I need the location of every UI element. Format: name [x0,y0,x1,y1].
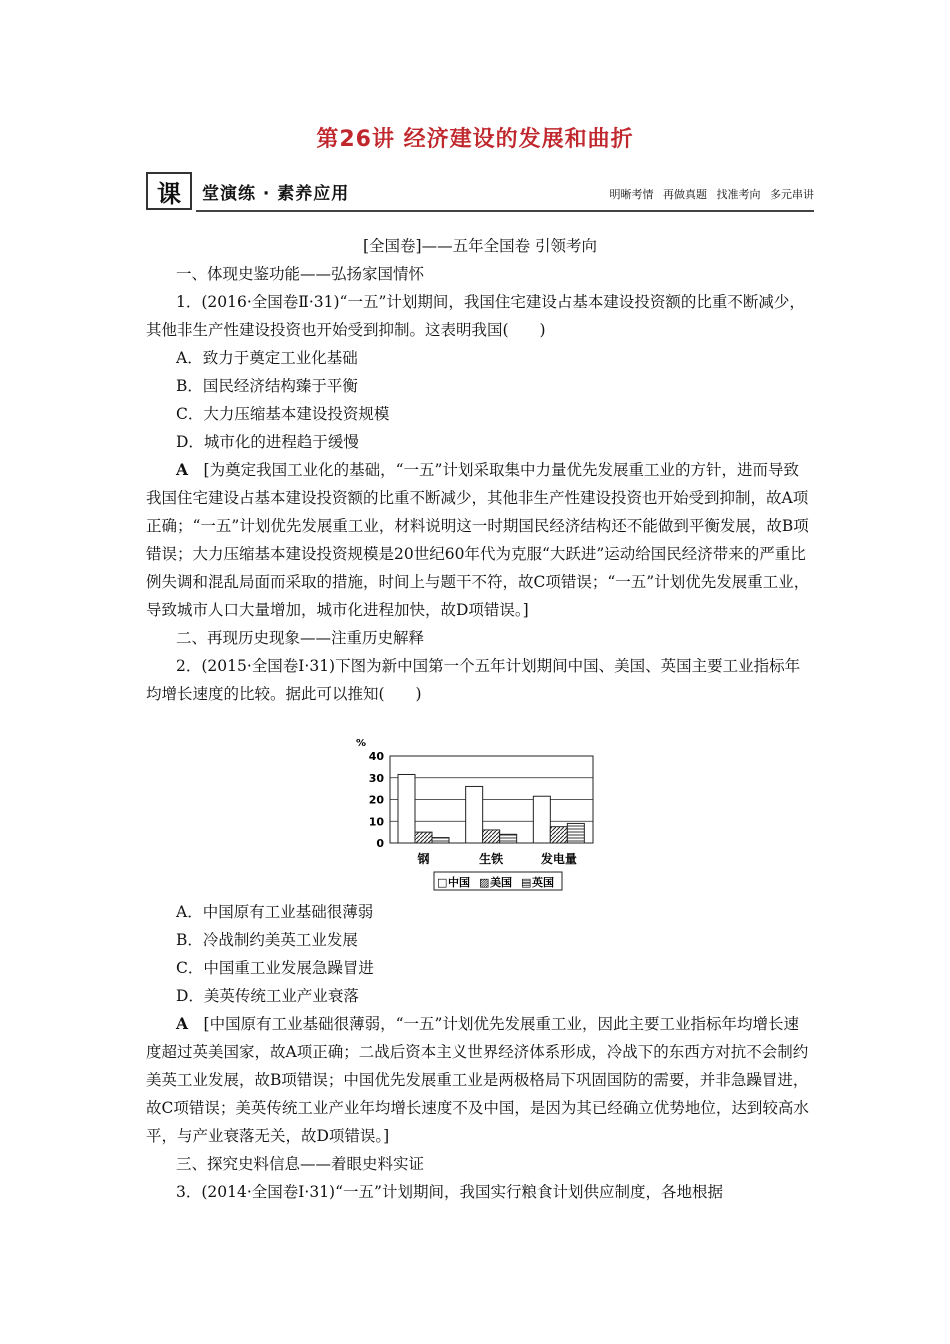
part3-heading: 三、探究史料信息——着眼史料实证 [176,1155,425,1173]
legend-mark-英国: ▤ [521,876,532,889]
y-axis-ticks [369,750,385,850]
q2-answer-label: A [176,1014,189,1033]
legend-mark-美国: ▨ [479,876,490,889]
x-axis-categories [416,851,576,866]
banner-title: 堂演练 · 素养应用 [202,184,350,204]
part2-heading: 二、再现历史现象——注重历史解释 [176,629,425,647]
bar-中国-生铁 [466,786,483,843]
banner-divider [196,210,814,212]
q1-option-b: B．国民经济结构臻于平衡 [176,377,358,395]
bar-美国-钢 [415,832,432,843]
q1-option-d: D．城市化的进程趋于缓慢 [176,433,359,451]
legend-label-美国: 美国 [490,876,512,889]
part1-heading: 一、体现史鉴功能——弘扬家国情怀 [176,265,425,283]
bar-美国-生铁 [483,830,500,843]
question-2: 2．(2015·全国卷Ⅰ·31)下图为新中国第一个五年计划期间中国、美国、英国主要工业指标年均增长速度的比较。据此可以推知( ) [146,657,801,703]
q2-answer-text: [中国原有工业基础很薄弱，“一五”计划优先发展重工业，因此主要工业指标年均增长速度超过英美国家，故A项正确；二战后资本主义世界经济体系形成，冷战下的东西方对抗不会制约美英工业发展，故B项错误；中国优先发展重工业是两极格局下巩固国防的需要，并非急躁冒进，故C项错误；美英传统工业产业年均增长速度不及中国，是因为其已经确立优势地位，达到较高水平，与产业衰落无关，故D项错误。] [146,1015,809,1145]
q1-answer-label: A [176,460,189,479]
text-block-2 [146,898,814,1206]
bar-英国-钢 [432,838,449,843]
banner-icon-box: 课 [146,172,192,210]
bar-中国-钢 [398,774,415,843]
banner-tagline: 明晰考情 再做真题 找准考向 多元串讲 [609,188,814,201]
bar-英国-生铁 [500,834,517,843]
q2-option-b: B．冷战制约美英工业发展 [176,931,358,949]
y-axis-unit: % [356,738,367,749]
q1-answer [146,456,814,624]
q2-option-d: D．美英传统工业产业衰落 [176,987,359,1005]
y-tick-label: 30 [368,771,384,785]
y-tick-label: 40 [368,750,384,763]
question-3: 3．(2014·全国卷Ⅰ·31)“一五”计划期间，我国实行粮食计划供应制度，各地根据 [176,1183,723,1201]
section-header: [全国卷]——五年全国卷 引领考向 [362,237,598,255]
question-1: 1．(2016·全国卷Ⅱ·31)“一五”计划期间，我国住宅建设占基本建设投资额的比重不断减少，其他非生产性建设投资也开始受到抑制。这表明我国( ) [146,293,805,339]
y-tick-label: 0 [376,837,384,850]
legend-label-英国: 英国 [532,876,554,889]
x-category-label: 发电量 [540,852,577,866]
q1-answer-text: [为奠定我国工业化的基础，“一五”计划采取集中力量优先发展重工业的方针，进而导致我国住宅建设占基本建设投资额的比重不断减少，其他非生产性建设投资也开始受到抑制，故A项正确；“一五”计划优先发展重工业，材料说明这一时期国民经济结构还不能做到平衡发展，故B项错误；大力压缩基本建设投资规模是20世纪60年代为克服“大跃进”运动给国民经济带来的严重比例失调和混乱局面而采取的措施，时间上与题干不符，故C项错误；“一五”计划优先发展重工业，导致城市人口大量增加，城市化进程加快，故D项错误。] [146,461,810,619]
x-category-label: 钢 [417,852,430,866]
y-tick-label: 10 [368,815,384,829]
legend-mark-中国: □ [437,876,448,889]
chart-bars [398,774,584,843]
legend-label-中国: 中国 [448,876,470,889]
q1-option-c: C．大力压缩基本建设投资规模 [176,405,390,423]
y-tick-label: 20 [368,793,384,807]
text-block-1 [146,232,814,708]
bar-英国-发电量 [567,823,584,843]
bar-chart [352,735,608,893]
page-title: 第26讲 经济建设的发展和曲折 [316,127,634,152]
q1-option-a: A．致力于奠定工业化基础 [176,349,358,367]
x-category-label: 生铁 [479,852,504,866]
q2-option-a: A．中国原有工业基础很薄弱 [176,903,374,921]
bar-中国-发电量 [533,796,550,843]
q2-answer [146,1010,814,1150]
chart-legend [434,872,562,890]
q2-option-c: C．中国重工业发展急躁冒进 [176,959,374,977]
section-banner [146,170,814,214]
bar-美国-发电量 [550,827,567,843]
